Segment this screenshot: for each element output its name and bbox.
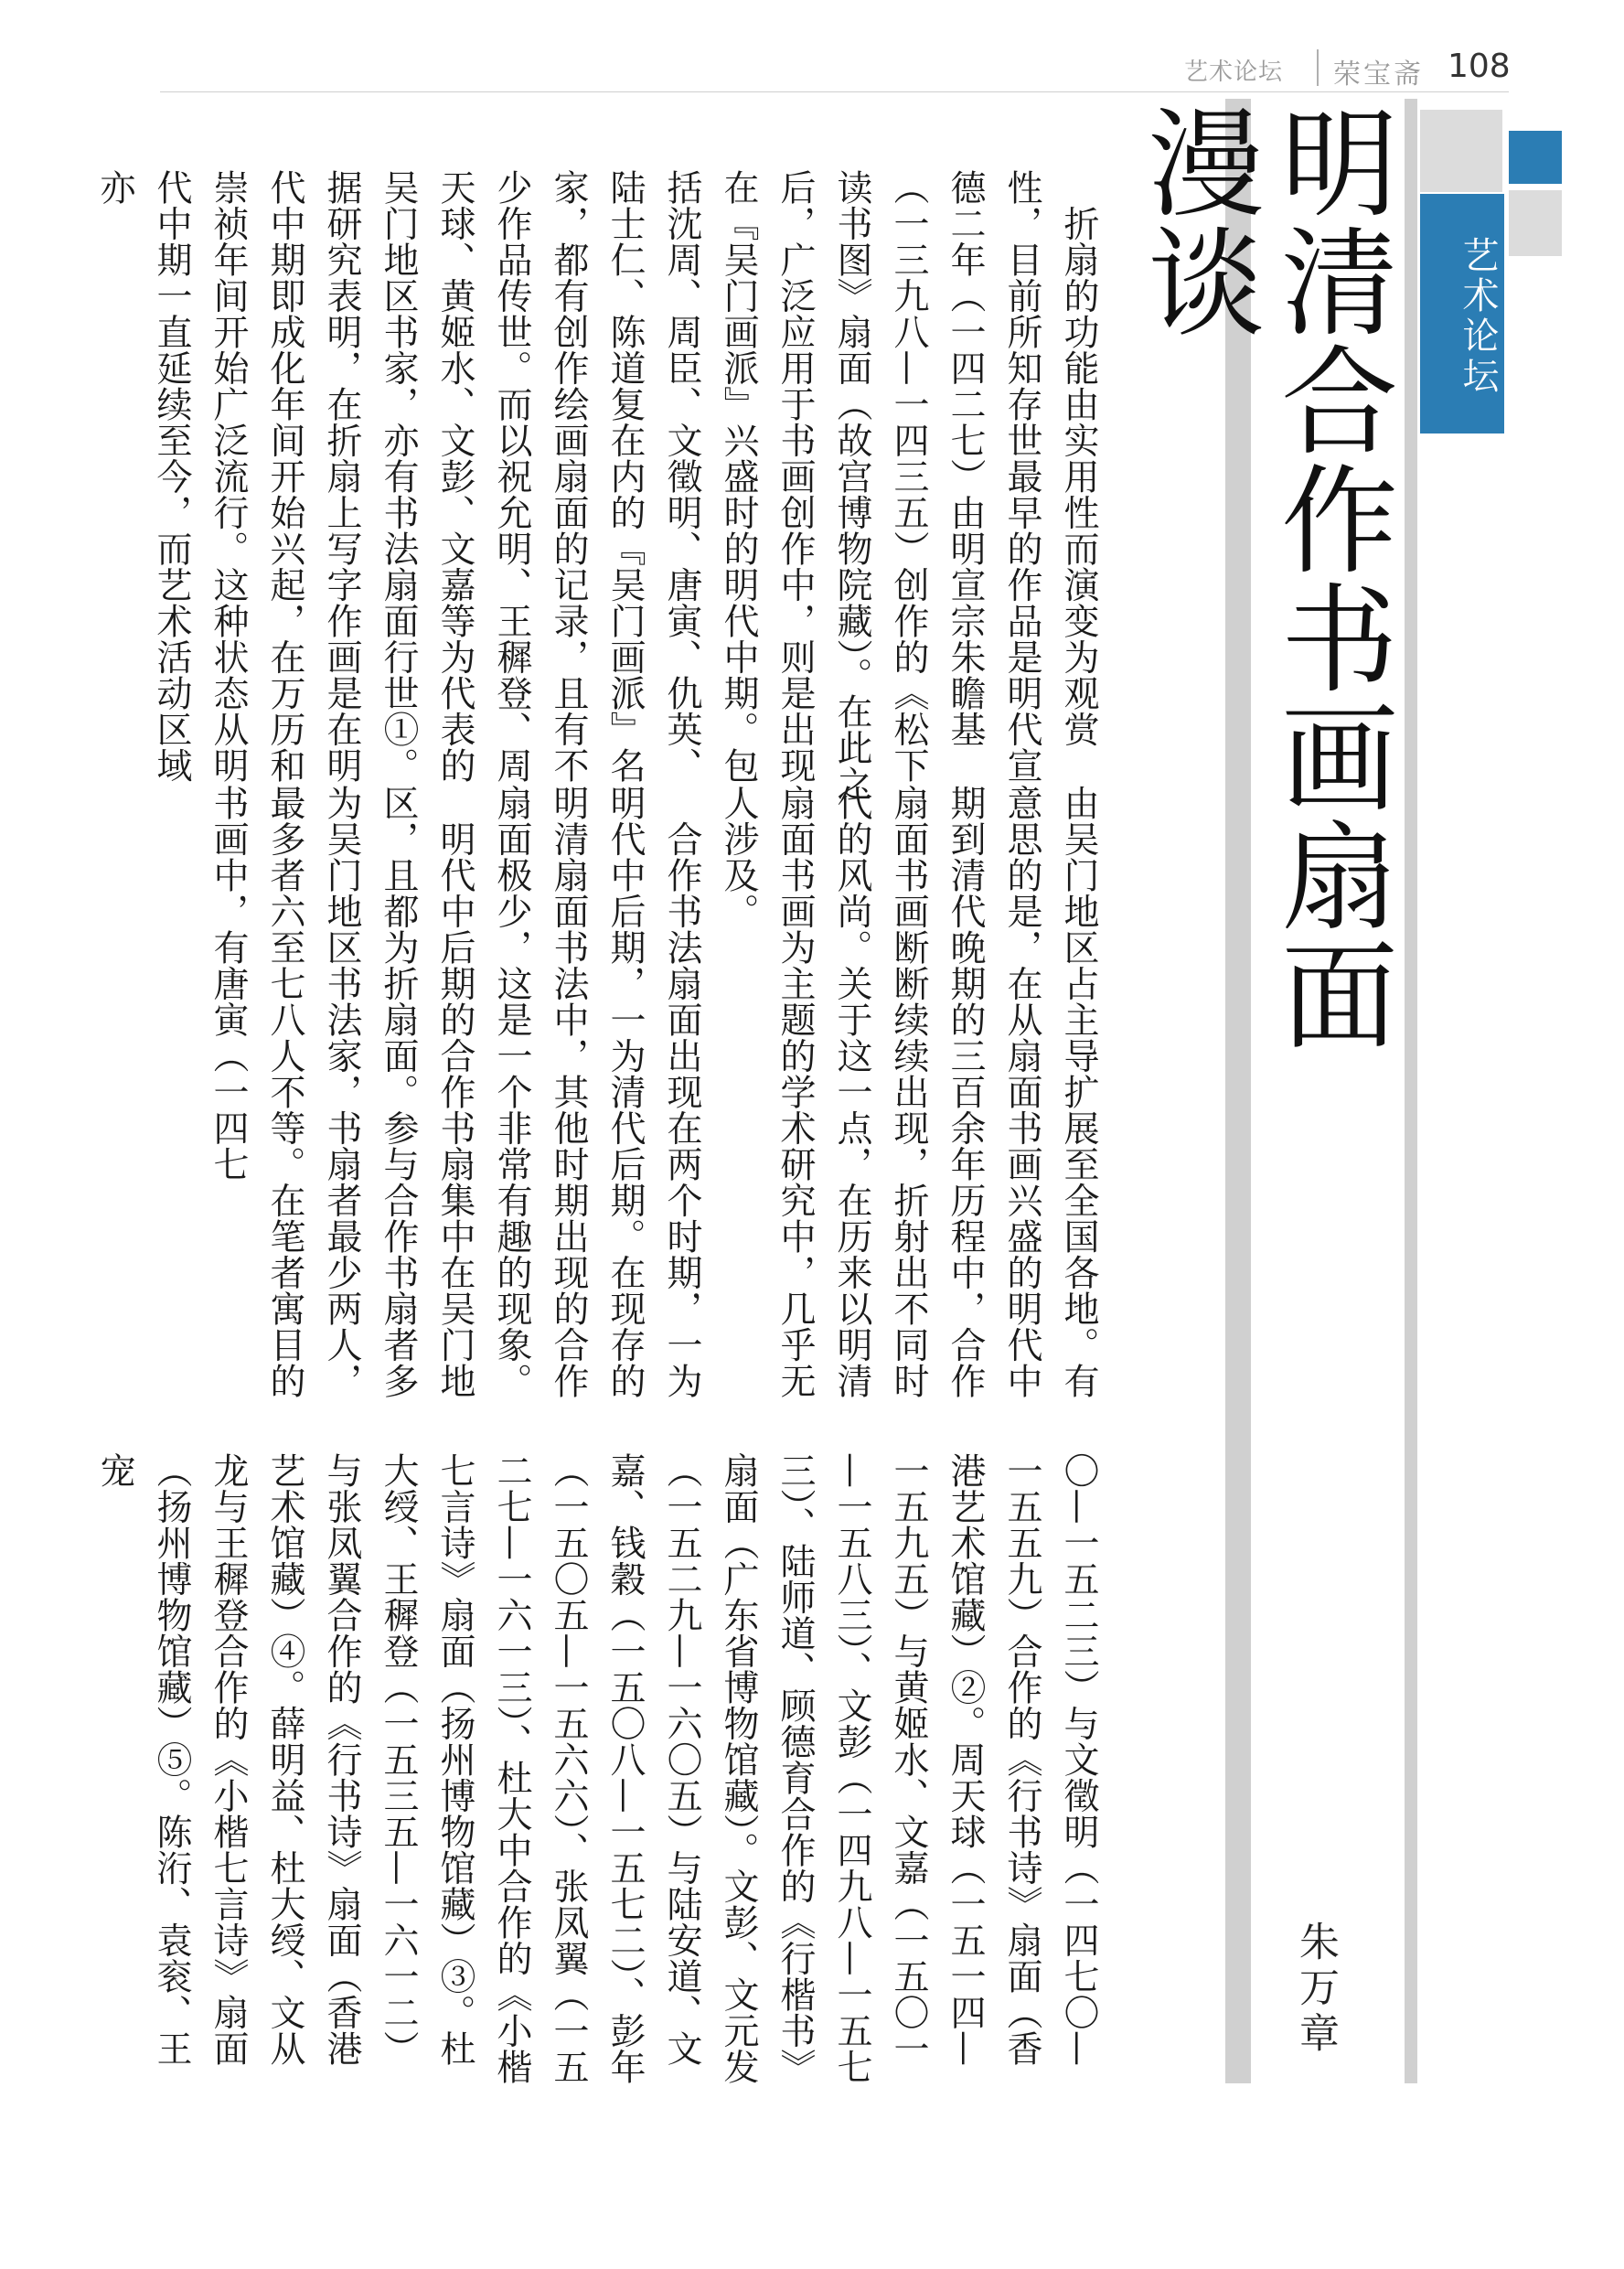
paragraph: 由吴门地区占主导扩展至全国各地。有意思的是，在从扇面书画兴盛的明代中期到清代晚期的三百余年历程中，合作扇面书画断断续续出现，折射出不同时代的风尚。关于这一点，在历来以明清扇面书画为主题的学术研究中，几乎无人涉及。 xyxy=(718,785,1099,1399)
paragraph: 〇—一五二三）与文徵明（一四七〇—一五五九）合作的《行书诗》扇面（香港艺术馆藏）②。周天球（一五一四—一五九五）与黄姬水、文嘉（一五〇一—一五八三）、文彭（一四九八—一五七三）、陆师道、顾德育合作的《行楷书》扇面（广东省博物馆藏）。文彭、文元发（一五二九—一六〇五）与陆安道、文嘉、钱穀（一五〇八—一五七二）、彭年（一五〇五—一五六六）、张凤翼（一五二七—一六一三）、杜大中合作的《小楷七言诗》扇面（扬州博物馆藏）③。杜大绶、王穉登（一五三五—一六一二）与张凤翼合作的《行书诗》扇面（香港艺术馆藏）④。薛明益、杜大绶、文从龙与王穉登合作的《小楷七言诗》扇面（扬州博物馆藏）⑤。陈洐、袁衮、王宠 xyxy=(94,1452,1099,2085)
header-brand: 荣宝斋 xyxy=(1333,59,1424,91)
body-block-2 xyxy=(157,785,1106,1425)
header-section-label: 艺术论坛 xyxy=(1184,59,1284,86)
section-tag-text: 艺术论坛 xyxy=(1457,236,1499,397)
paragraph: 明代中后期的合作书扇集中在吴门地区，且都为折扇面。参与合作书扇者多为吴门地区书法家，书扇者最少两人，最多者六至七八人不等。在笔者寓目的书画中，有唐寅（一四七 xyxy=(208,785,475,1399)
title-side-bar xyxy=(1225,99,1251,2083)
decor-square-grey-2 xyxy=(1509,190,1562,256)
section-tag xyxy=(1420,194,1504,433)
body-block-3 xyxy=(94,1452,1106,2092)
body-block-1 xyxy=(94,169,1106,809)
header-separator xyxy=(1317,49,1319,86)
article-title: 明清合作书画扇面漫谈 xyxy=(1127,102,1397,1054)
header-rule xyxy=(160,91,1509,92)
paragraph: 合作书法扇面出现在两个时期，一为明代中后期，一为清代后期。在现存的明清扇面书法中，其他时期出现的合作扇面极少，这是一个非常有趣的现象。 xyxy=(491,785,702,1399)
decor-square-grey xyxy=(1420,110,1502,192)
paragraph: 折扇的功能由实用性而演变为观赏性，目前所知存世最早的作品是明代宣德二年（一四二七）由明宣宗朱瞻基（一三九八—一四三五）创作的《松下读书图》扇面（故宫博物院藏）。在此之后，广泛应用于书画创作中，则是出现在『吴门画派』兴盛时的明代中期。包括沈周、周臣、文徵明、唐寅、仇英、陆士仁、陈道复在内的『吴门画派』名家，都有创作绘画扇面的记录，且有不少作品传世。而以祝允明、王穉登、周天球、黄姬水、文彭、文嘉等为代表的吴门地区书家，亦有书法扇面行世①。据研究表明，在折扇上写字作画是在明代中期即成化年间开始兴起，在万历和崇祯年间开始广泛流行。这种状态从明代中期一直延续至今，而艺术活动区域亦 xyxy=(94,169,1099,802)
title-side-bar-right xyxy=(1405,99,1417,2083)
article-author: 朱万章 xyxy=(1292,1921,1339,2058)
page-number: 108 xyxy=(1448,48,1511,85)
decor-square-blue xyxy=(1509,131,1562,184)
